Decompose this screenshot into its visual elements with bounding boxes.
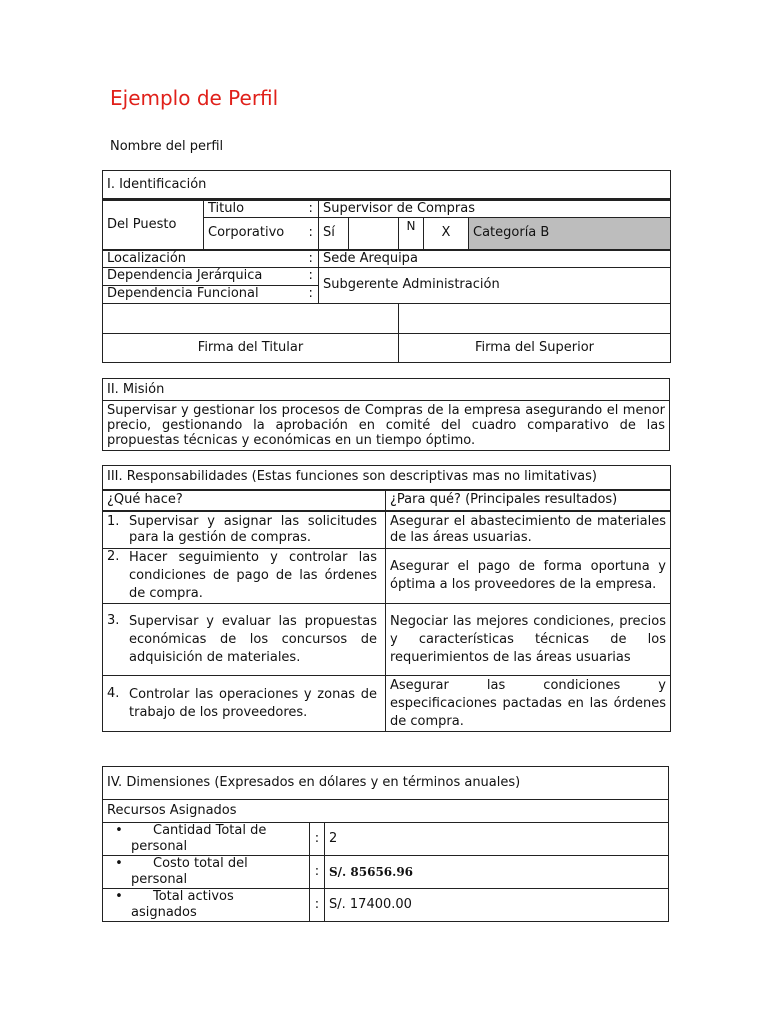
identificacion-header: I. Identificación	[103, 171, 671, 200]
titulo-label: Titulo	[204, 200, 304, 218]
dim-item-2-value: S/. 85656.96	[325, 856, 669, 889]
titulo-colon: :	[304, 200, 319, 218]
dim-item-3-value: S/. 17400.00	[325, 889, 669, 922]
bullet-icon: •	[115, 889, 123, 904]
dim-item-1-value: 2	[325, 823, 669, 856]
dim-item-2-label	[103, 856, 310, 889]
dim-item-3-label	[103, 889, 310, 922]
del-puesto-label: Del Puesto	[103, 200, 204, 250]
resp-row-3-que	[103, 604, 386, 676]
resp-row-3-que-text: Supervisar y evaluar las propuestas económicas de los concursos de adquisición de materiales.	[129, 613, 377, 665]
col-para-que: ¿Para qué? (Principales resultados)	[386, 490, 671, 511]
dim-item-1-colon: :	[310, 823, 325, 856]
corporativo-label: Corporativo	[204, 218, 304, 250]
resp-row-1-num: 1.	[107, 513, 120, 529]
firma-superior-space	[399, 303, 671, 333]
profile-name-label: Nombre del perfil	[110, 139, 224, 154]
col-que-hace: ¿Qué hace?	[103, 490, 386, 511]
identificacion-table	[102, 170, 671, 363]
resp-row-1-para: Asegurar el abastecimiento de materiales de las áreas usuarias.	[386, 511, 671, 549]
no-mark: X	[424, 218, 469, 250]
titulo-value: Supervisor de Compras	[319, 200, 671, 218]
resp-row-4-num: 4.	[107, 685, 120, 701]
dependencia-value: Subgerente Administración	[319, 267, 671, 303]
resp-row-2-que-text: Hacer seguimiento y controlar las condiciones de pago de las órdenes de compra.	[129, 550, 377, 601]
resp-row-1-que-text: Supervisar y asignar las solicitudes para la gestión de compras.	[129, 513, 377, 545]
resp-row-3-para: Negociar las mejores condiciones, precios y características técnicas de los requerimientos de las áreas usuarias	[386, 604, 671, 676]
localizacion-label: Localización	[103, 250, 304, 268]
dim-item-1-text: Cantidad Total de personal	[131, 823, 267, 854]
page-title: Ejemplo de Perfil	[110, 86, 279, 110]
dep-jerarquica-colon: :	[304, 267, 319, 285]
corporativo-colon: :	[304, 218, 319, 250]
responsabilidades-table	[102, 465, 671, 732]
localizacion-colon: :	[304, 250, 319, 268]
dep-funcional-colon: :	[304, 285, 319, 303]
resp-row-2-para: Asegurar el pago de forma oportuna y óptima a los proveedores de la empresa.	[386, 549, 671, 604]
resp-row-2-que	[103, 549, 386, 604]
dep-jerarquica-label: Dependencia Jerárquica	[103, 267, 304, 285]
dim-item-2-colon: :	[310, 856, 325, 889]
bullet-icon: •	[115, 856, 123, 871]
mision-text: Supervisar y gestionar los procesos de Compras de la empresa asegurando el menor precio, gestionando la aprobación en comité del cuadro comparativo de las propuestas técnicas y económicas en un tiempo óptimo.	[103, 401, 670, 451]
recursos-asignados: Recursos Asignados	[103, 800, 669, 823]
firma-titular-space	[103, 303, 399, 333]
si-box	[349, 218, 399, 250]
responsabilidades-header: III. Responsabilidades (Estas funciones son descriptivas mas no limitativas)	[103, 466, 671, 490]
dimensiones-table	[102, 766, 669, 922]
firma-superior-label: Firma del Superior	[399, 333, 671, 362]
mision-table	[102, 378, 670, 451]
bullet-icon: •	[115, 823, 123, 838]
dep-funcional-label: Dependencia Funcional	[103, 285, 304, 303]
resp-row-4-que	[103, 676, 386, 732]
dim-item-3-colon: :	[310, 889, 325, 922]
resp-row-1-que	[103, 511, 386, 549]
no-label: N	[399, 218, 424, 250]
resp-row-2-num: 2.	[107, 549, 120, 564]
mision-header: II. Misión	[103, 379, 670, 401]
dim-item-3-text: Total activos asignados	[131, 889, 234, 920]
localizacion-value: Sede Arequipa	[319, 250, 671, 268]
dim-item-1-label	[103, 823, 310, 856]
dim-item-2-text: Costo total del personal	[131, 856, 248, 887]
dimensiones-header: IV. Dimensiones (Expresados en dólares y en términos anuales)	[103, 767, 669, 800]
resp-row-4-para: Asegurar las condiciones y especificaciones pactadas en las órdenes de compra.	[386, 676, 671, 732]
categoria-value: Categoría B	[469, 218, 671, 250]
firma-titular-label: Firma del Titular	[103, 333, 399, 362]
si-label: Sí	[319, 218, 349, 250]
resp-row-3-num: 3.	[107, 612, 120, 628]
resp-row-4-que-text: Controlar las operaciones y zonas de trabajo de los proveedores.	[129, 686, 377, 720]
